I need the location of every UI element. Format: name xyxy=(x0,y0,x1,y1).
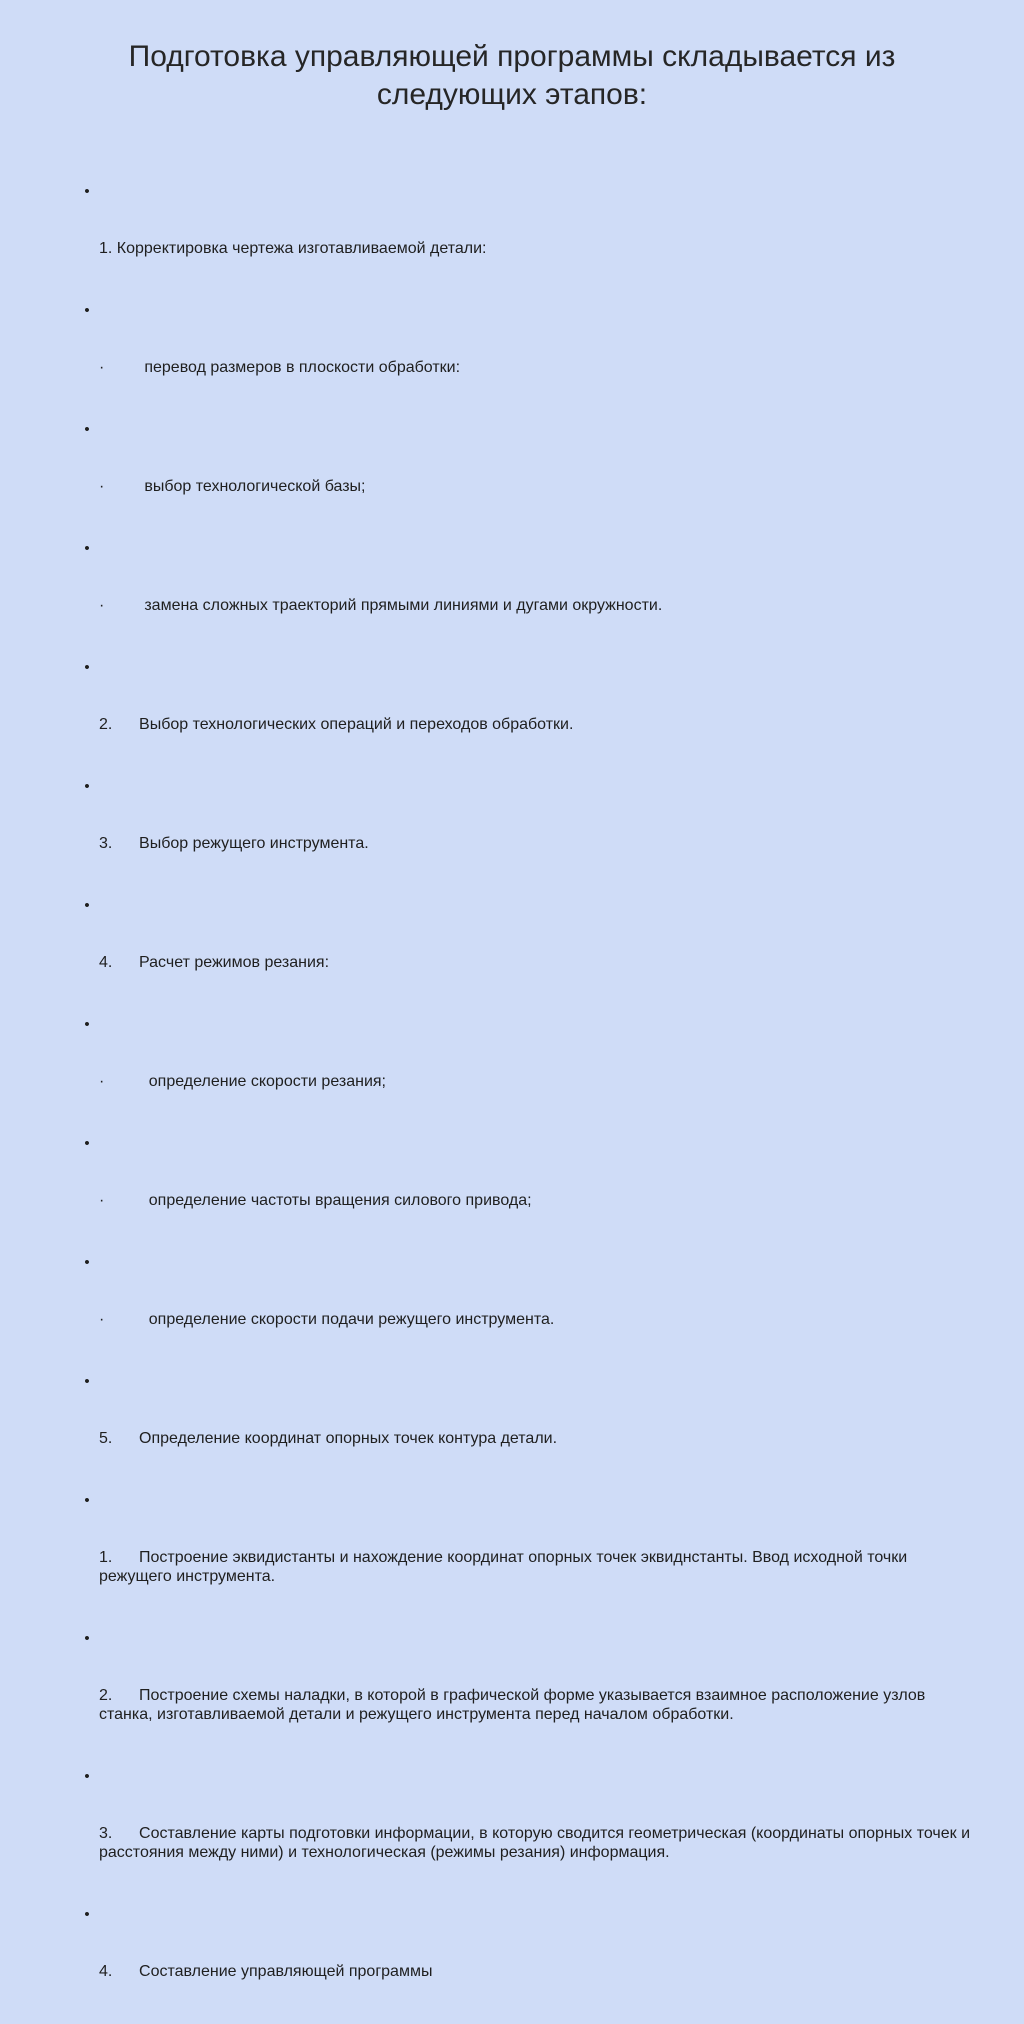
bullet-icon: • xyxy=(84,1373,90,1390)
list-item-text: · определение скорости подачи режущего инструмента. xyxy=(99,1311,555,1328)
list-item xyxy=(82,1491,972,1624)
list-item-text: · определение скорости резания; xyxy=(99,1073,386,1090)
bullet-icon: • xyxy=(84,1492,90,1509)
list-item xyxy=(82,896,972,1010)
list-item xyxy=(82,658,972,772)
list-item-text: · замена сложных траекторий прямыми линиями и дугами окружности. xyxy=(99,597,663,614)
bullet-icon: • xyxy=(84,540,90,557)
bullet-icon: • xyxy=(84,302,90,319)
list-item-text: 3. Выбор режущего инструмента. xyxy=(99,835,369,852)
bullet-icon: • xyxy=(84,659,90,676)
list-item-text: · выбор технологической базы; xyxy=(99,478,366,495)
list-item xyxy=(82,1767,975,1900)
bullet-icon: • xyxy=(84,1768,90,1785)
bullet-icon: • xyxy=(84,183,90,200)
list-item xyxy=(82,1134,972,1248)
bullet-icon: • xyxy=(84,1630,90,1647)
bullet-icon: • xyxy=(84,1135,90,1152)
list-item-text: 4. Составление управляющей программы xyxy=(99,1963,433,1980)
list-item xyxy=(82,1253,972,1367)
bullet-icon: • xyxy=(84,421,90,438)
list-item xyxy=(82,1629,972,1762)
list-item-text: · определение частоты вращения силового привода; xyxy=(99,1192,532,1209)
list-item-text: 3. Составление карты подготовки информации, в которую сводится геометрическая (координаты опорных точек и расстояния между ними) и технологическая (режимы резания) информация. xyxy=(99,1825,975,1861)
bullet-icon: • xyxy=(84,1254,90,1271)
list-item xyxy=(82,301,972,415)
list-item xyxy=(82,777,972,891)
list-item-text: 5. Определение координат опорных точек контура детали. xyxy=(99,1430,558,1447)
list-item xyxy=(82,1372,972,1486)
list-item xyxy=(82,1015,972,1129)
list-item xyxy=(82,420,972,534)
content-list xyxy=(82,182,975,2024)
list-item xyxy=(82,1905,972,2019)
list-item xyxy=(82,182,972,296)
list-item-text: 1. Построение эквидистанты и нахождение координат опорных точек эквиднстанты. Ввод исходной точки режущего инструмента. xyxy=(99,1549,912,1585)
slide-title: Подготовка управляющей программы складывается из следующих этапов: xyxy=(128,40,896,111)
bullet-icon: • xyxy=(84,778,90,795)
list-item-text: · перевод размеров в плоскости обработки: xyxy=(99,359,461,376)
list-item xyxy=(82,539,972,653)
list-item-text: 2. Построение схемы наладки, в которой в графической форме указывается взаимное расположение узлов станка, изготавливаемой детали и режущего инструмента перед началом обработки. xyxy=(99,1687,930,1723)
bullet-icon: • xyxy=(84,1906,90,1923)
list-item-text: 4. Расчет режимов резания: xyxy=(99,954,330,971)
bullet-icon: • xyxy=(84,897,90,914)
list-item-text: 1. Корректировка чертежа изготавливаемой детали: xyxy=(99,240,487,257)
bullet-icon: • xyxy=(84,1016,90,1033)
list-item-text: 2. Выбор технологических операций и переходов обработки. xyxy=(99,716,574,733)
